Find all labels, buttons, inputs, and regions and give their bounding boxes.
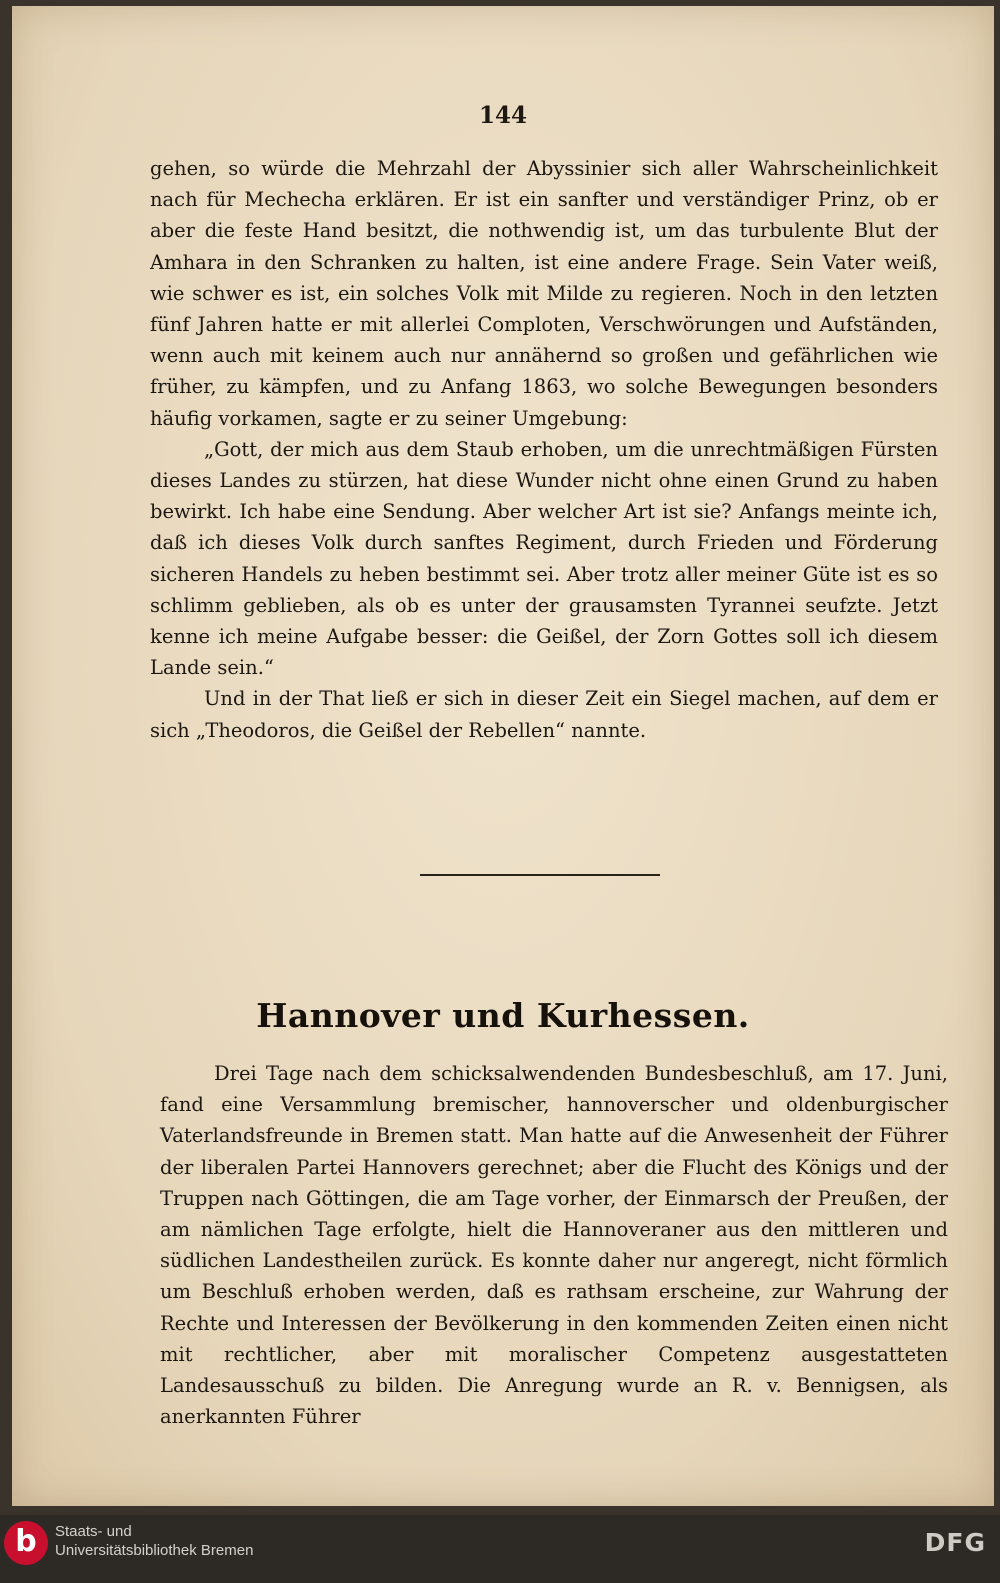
library-name-line-2: Universitätsbibliothek Bremen: [55, 1542, 254, 1559]
library-logo-icon[interactable]: b: [4, 1521, 48, 1565]
library-name[interactable]: [55, 1522, 253, 1560]
paragraph-continuation: gehen, so würde die Mehrzahl der Abyssinier sich aller Wahrscheinlichkeit nach für Mechecha erklären. Er ist ein sanfter und verständiger Prinz, ob er aber die feste Hand besitzt, die nothwendig ist, um das turbulente Blut der Amhara in den Schranken zu halten, ist eine andere Frage. Sein Vater weiß, wie schwer es ist, ein solches Volk mit Milde zu regieren. Noch in den letzten fünf Jahren hatte er mit allerlei Comploten, Verschwörungen und Aufständen, wenn auch mit keinem auch nur annähernd so großen und gefährlichen wie früher, zu kämpfen, und zu Anfang 1863, wo solche Bewegungen besonders häufig vorkamen, sagte er zu seiner Umgebung:: [150, 157, 938, 430]
paragraph-seal: Und in der That ließ er sich in dieser Zeit ein Siegel machen, auf dem er sich „Theodoros, die Geißel der Rebellen“ nannte.: [150, 687, 938, 742]
paragraph-quotation: „Gott, der mich aus dem Staub erhoben, um die unrechtmäßigen Fürsten dieses Landes zu stürzen, hat diese Wunder nicht ohne einen Grund zu haben bewirkt. Ich habe eine Sendung. Aber welcher Art ist sie? Anfangs meinte ich, daß ich dieses Volk durch sanftes Regiment, durch Frieden und Förderung sicheren Handels zu heben bestimmt sei. Aber trotz aller meiner Güte ist es so schlimm geblieben, als ob es unter der grausamsten Tyrannei seufzte. Jetzt kenne ich meine Aufgabe besser: die Geißel, der Zorn Gottes soll ich diesem Lande sein.“: [150, 437, 938, 680]
paragraph-section-body: Drei Tage nach dem schicksalwendenden Bundesbeschluß, am 17. Juni, fand eine Versammlung bremischer, hannoverscher und oldenburgischer Vaterlandsfreunde in Bremen statt. Man hatte auf die Anwesenheit der Führer der liberalen Partei Hannovers gerechnet; aber die Flucht des Königs und der Truppen nach Göttingen, die am Tage vorher, der Einmarsch der Preußen, der am nämlichen Tage erfolgte, hielt die Hannoveraner aus den mittleren und südlichen Landestheilen zurück. Es konnte daher nur angeregt, nicht förmlich um Beschluß erhoben werden, daß es rathsam erscheine, zur Wahrung der Rechte und Interessen der Bevölkerung in den kommenden Zeiten einen nicht mit rechtlicher, aber mit moralischer Competenz ausgestatteten Landesausschuß zu bilden. Die Anregung wurde an R. v. Bennigsen, als anerkannten Führer: [160, 1062, 948, 1429]
book-page: [12, 6, 994, 1506]
library-name-line-1: Staats- und: [55, 1523, 132, 1540]
page-number: 144: [478, 102, 527, 129]
dfg-logo[interactable]: DFG: [924, 1528, 986, 1557]
section-text-block: [160, 1058, 948, 1432]
top-text-block: [150, 153, 938, 746]
section-separator-rule: [420, 874, 660, 876]
section-heading: Hannover und Kurhessen.: [256, 996, 750, 1035]
